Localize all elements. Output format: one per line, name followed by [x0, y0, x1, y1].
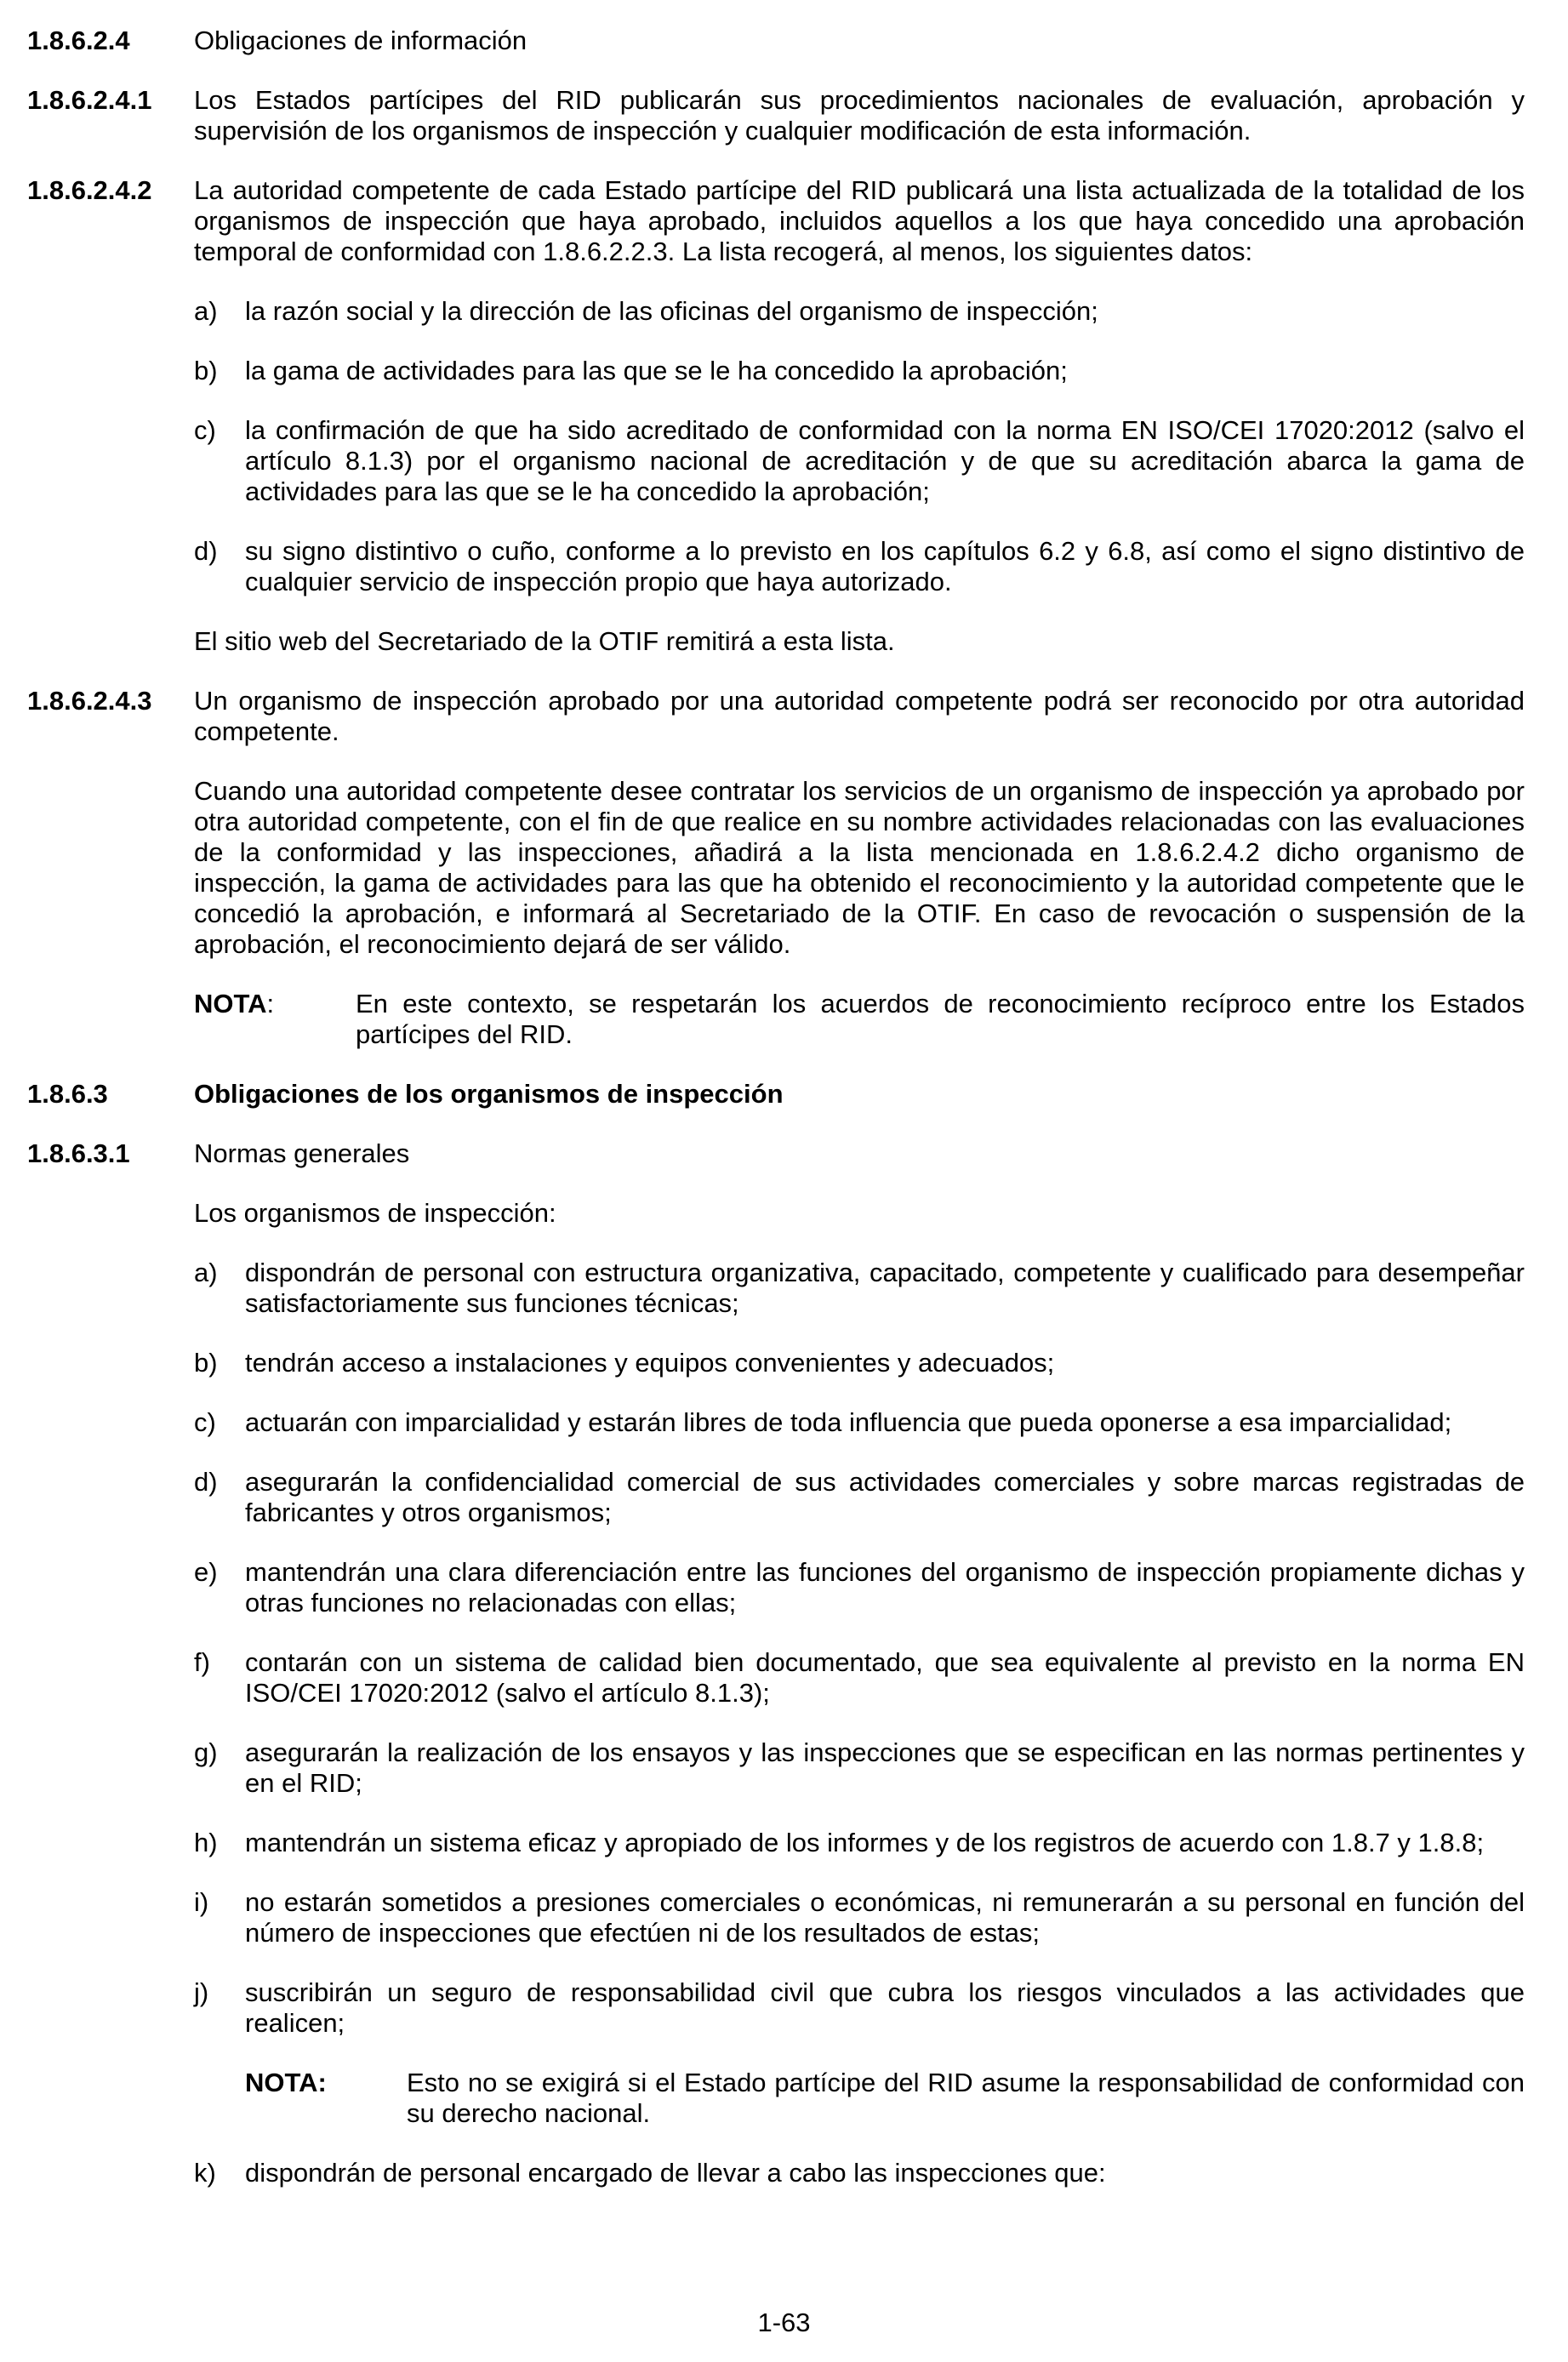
note-label: NOTA: — [194, 989, 275, 1018]
section-number: 1.8.6.3.1 — [27, 1138, 130, 1168]
list-item-label: a) — [194, 1258, 218, 1287]
list-item — [27, 1407, 1525, 1438]
list-item — [27, 536, 1525, 597]
section-1-8-6-2-4 — [27, 26, 1525, 56]
list-item-text: su signo distintivo o cuño, conforme a lo previsto en los capítulos 6.2 y 6.8, así como el signo distintivo de cualquier servicio de inspección propio que haya autorizado. — [245, 536, 1525, 596]
list-item — [27, 1647, 1525, 1709]
list-item-text: dispondrán de personal encargado de llevar a cabo las inspecciones que: — [245, 2158, 1106, 2188]
section-text: La autoridad competente de cada Estado partícipe del RID publicará una lista actualizada de la totalidad de los organismos de inspección que haya aprobado, incluidos aquellos a los que haya concedido una aprobación temporal de conformidad con 1.8.6.2.2.3. La lista recogerá, al menos, los siguientes datos: — [194, 175, 1525, 266]
section-1-8-6-3-1 — [27, 1138, 1525, 1169]
document-page — [27, 26, 1525, 2188]
list-item — [27, 1557, 1525, 1618]
page-number: 1-63 — [757, 2308, 811, 2337]
list-item — [27, 1737, 1525, 1799]
note — [27, 2068, 1525, 2129]
section-text: Un organismo de inspección aprobado por una autoridad competente podrá ser reconocido por otra autoridad competente. — [194, 686, 1525, 746]
list-item — [27, 1887, 1525, 1948]
list-item-text: asegurarán la confidencialidad comercial de sus actividades comerciales y sobre marcas registradas de fabricantes y otros organismos; — [245, 1467, 1525, 1527]
section-number: 1.8.6.2.4.1 — [27, 85, 152, 115]
list-item-label: b) — [194, 356, 218, 385]
note — [27, 989, 1525, 1050]
list-item-label: g) — [194, 1737, 218, 1767]
section-text: Los Estados partícipes del RID publicarán sus procedimientos nacionales de evaluación, aprobación y supervisión de los organismos de inspección y cualquier modificación de esta información. — [194, 85, 1525, 145]
section-title: Obligaciones de información — [194, 26, 527, 55]
list-item-text: asegurarán la realización de los ensayos y las inspecciones que se especifican en las normas pertinentes y en el RID; — [245, 1737, 1525, 1798]
note-label: NOTA: — [245, 2068, 327, 2097]
section-number: 1.8.6.2.4 — [27, 26, 130, 55]
section-number: 1.8.6.2.4.2 — [27, 175, 152, 205]
list-item-label: d) — [194, 1467, 218, 1497]
list-item-text: mantendrán una clara diferenciación entre las funciones del organismo de inspección propiamente dichas y otras funciones no relacionadas con ellas; — [245, 1557, 1525, 1617]
list-item-label: j) — [194, 1977, 209, 2007]
list-item — [27, 356, 1525, 386]
list-item-text: la confirmación de que ha sido acreditado de conformidad con la norma EN ISO/CEI 17020:2012 (salvo el artículo 8.1.3) por el organismo nacional de acreditación y de que su acreditación abarca la gama de actividades para las que se le ha concedido la aprobación; — [245, 415, 1525, 506]
list-item-text: suscribirán un seguro de responsabilidad civil que cubra los riesgos vinculados a las actividades que realicen; — [245, 1977, 1525, 2038]
list-item-label: b) — [194, 1348, 218, 1378]
note-text: Esto no se exigirá si el Estado partícipe del RID asume la responsabilidad de conformidad con su derecho nacional. — [407, 2068, 1525, 2128]
list-item — [27, 1258, 1525, 1319]
list-item-label: h) — [194, 1828, 218, 1857]
section-1-8-6-2-4-2 — [27, 175, 1525, 267]
list-item-label: k) — [194, 2158, 216, 2188]
list-item — [27, 1828, 1525, 1858]
list-item — [27, 415, 1525, 507]
note-text: En este contexto, se respetarán los acuerdos de reconocimiento recíproco entre los Estados partícipes del RID. — [356, 989, 1525, 1049]
list-item-text: la gama de actividades para las que se le ha concedido la aprobación; — [245, 356, 1068, 385]
list-item — [27, 2158, 1525, 2188]
section-title: Obligaciones de los organismos de inspección — [194, 1079, 784, 1109]
list-item-text: mantendrán un sistema eficaz y apropiado de los informes y de los registros de acuerdo con 1.8.7 y 1.8.8; — [245, 1828, 1485, 1857]
list-item-text: contarán con un sistema de calidad bien documentado, que sea equivalente al previsto en la norma EN ISO/CEI 17020:2012 (salvo el artículo 8.1.3); — [245, 1647, 1525, 1708]
list-item-label: f) — [194, 1647, 210, 1677]
list-item-text: no estarán sometidos a presiones comerciales o económicas, ni remunerarán a su personal en función del número de inspecciones que efectúen ni de los resultados de estas; — [245, 1887, 1525, 1948]
list-item — [27, 1467, 1525, 1528]
paragraph: Los organismos de inspección: — [194, 1198, 556, 1228]
list-item-text: actuarán con imparcialidad y estarán libres de toda influencia que pueda oponerse a esa imparcialidad; — [245, 1407, 1452, 1437]
list-item-label: a) — [194, 296, 218, 326]
list-item-text: dispondrán de personal con estructura organizativa, capacitado, competente y cualificado para desempeñar satisfactoriamente sus funciones técnicas; — [245, 1258, 1525, 1318]
list-item-label: c) — [194, 415, 216, 445]
list-item-label: e) — [194, 1557, 218, 1587]
paragraph: El sitio web del Secretariado de la OTIF remitirá a esta lista. — [194, 626, 895, 656]
section-1-8-6-3 — [27, 1079, 1525, 1110]
list-item-label: i) — [194, 1887, 209, 1917]
list-item-text: tendrán acceso a instalaciones y equipos convenientes y adecuados; — [245, 1348, 1055, 1378]
list-item — [27, 1348, 1525, 1378]
list-item-label: d) — [194, 536, 218, 566]
list-item — [27, 1977, 1525, 2039]
section-title: Normas generales — [194, 1138, 410, 1168]
list-item — [27, 296, 1525, 327]
section-number: 1.8.6.3 — [27, 1079, 108, 1109]
list-item-text: la razón social y la dirección de las oficinas del organismo de inspección; — [245, 296, 1098, 326]
section-number: 1.8.6.2.4.3 — [27, 686, 152, 716]
list-item-label: c) — [194, 1407, 216, 1437]
section-1-8-6-2-4-1 — [27, 85, 1525, 146]
section-1-8-6-2-4-3 — [27, 686, 1525, 747]
paragraph: Cuando una autoridad competente desee contratar los servicios de un organismo de inspección ya aprobado por otra autoridad competente, con el fin de que realice en su nombre actividades relacionadas con las evaluaciones de la conformidad y las inspecciones, añadirá a la lista mencionada en 1.8.6.2.4.2 dicho organismo de inspección, la gama de actividades para las que ha obtenido el reconocimiento y la autoridad competente que le concedió la aprobación, e informará al Secretariado de la OTIF. En caso de revocación o suspensión de la aprobación, el reconocimiento dejará de ser válido. — [194, 776, 1525, 959]
